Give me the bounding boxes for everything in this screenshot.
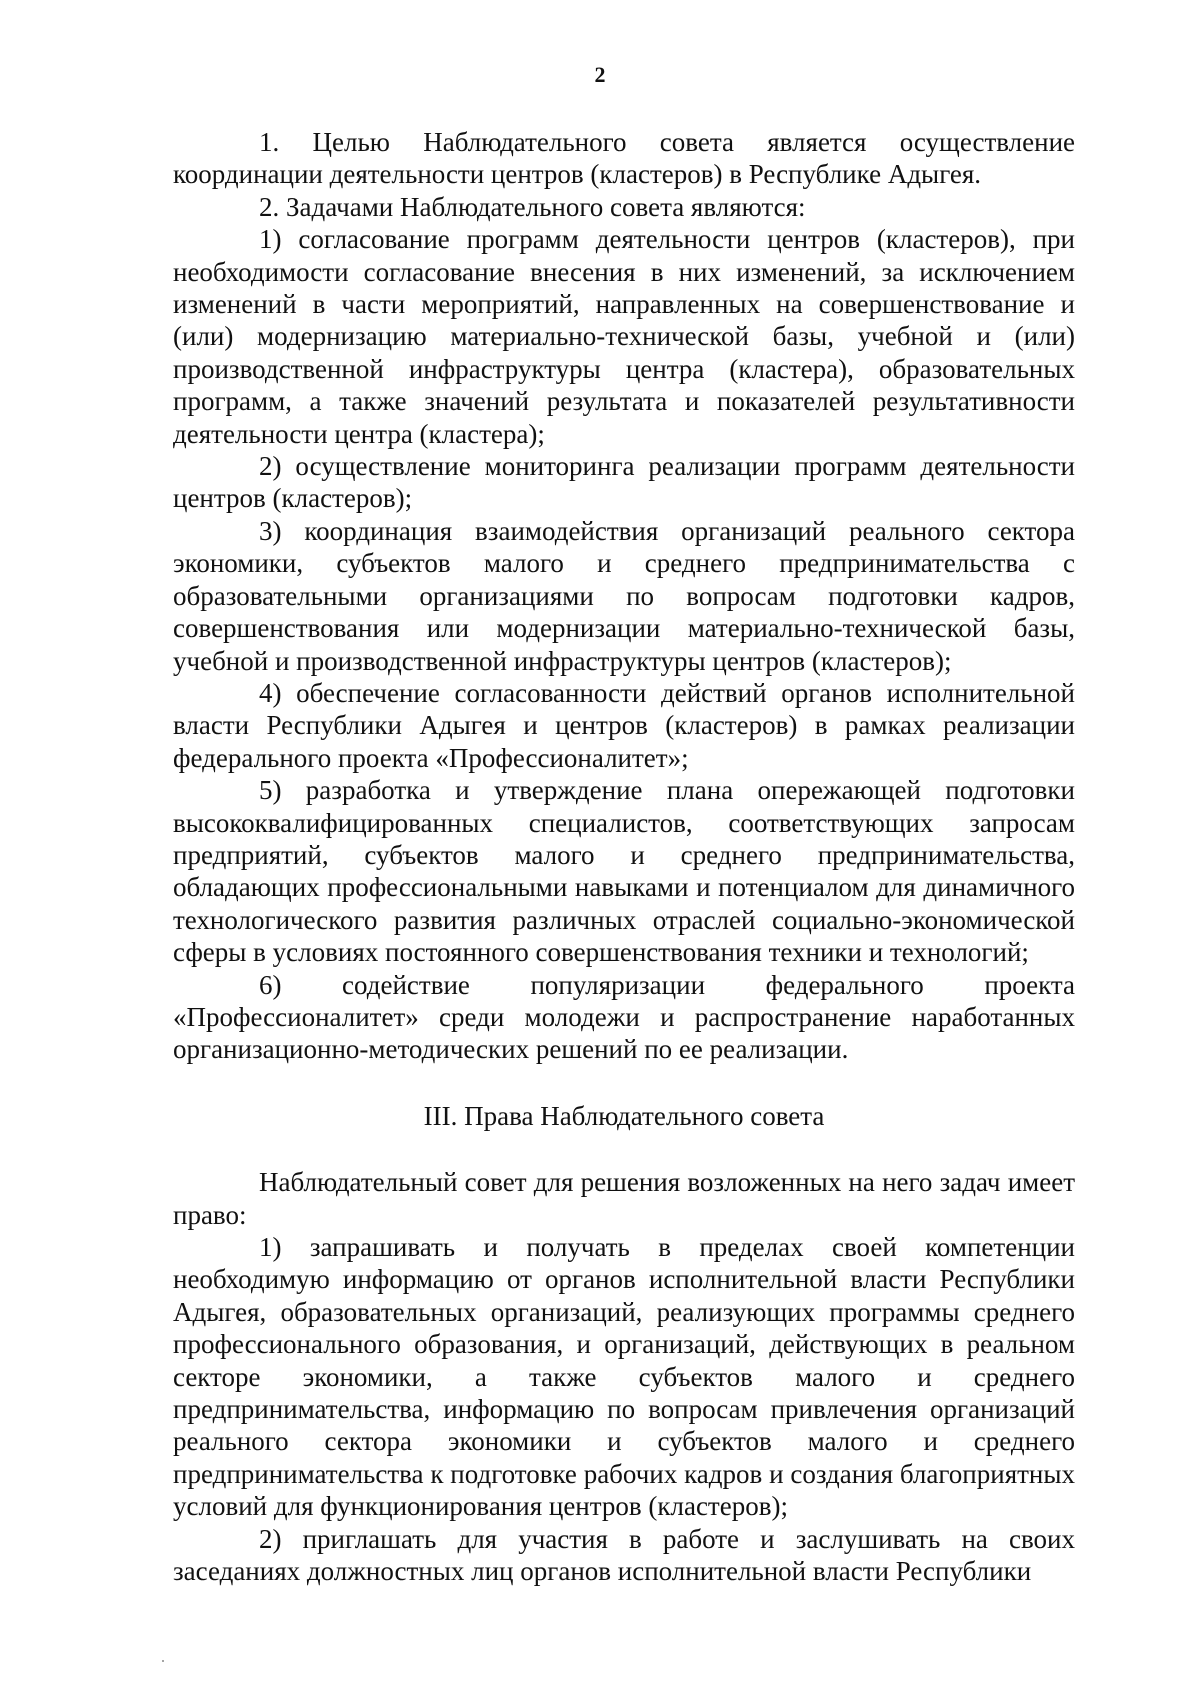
list-item: 2) приглашать для участия в работе и заслушивать на своих заседаниях должностных лиц органов исполнительной власти Республики bbox=[173, 1523, 1075, 1587]
spacer bbox=[173, 1066, 1075, 1100]
list-item: 3) координация взаимодействия организаций реального сектора экономики, субъектов малого и среднего предпринимательства с образовательными организациями по вопросам подготовки кадров, совершенствования или модернизации материально-технической базы, учебной и производственной инфраструктуры центров (кластеров); bbox=[173, 515, 1075, 676]
paragraph: Наблюдательный совет для решения возложенных на него задач имеет право: bbox=[173, 1167, 1075, 1230]
list-item: 2) осуществление мониторинга реализации программ деятельности центров (кластеров); bbox=[173, 451, 1075, 514]
list-item: 1) запрашивать и получать в пределах своей компетенции необходимую информацию от органов исполнительной власти Республики Адыгея, образовательных организаций, реализующих программы среднего профессионального образования, и организаций, действующих в реальном секторе экономики, а также субъектов малого и среднего предпринимательства, информацию по вопросам привлечения организаций реального сектора экономики и субъектов малого и среднего предпринимательства к подготовке рабочих кадров и создания благоприятных условий для функционирования центров (кластеров); bbox=[173, 1232, 1075, 1522]
list-item: 4) обеспечение согласованности действий органов исполнительной власти Республики Адыгея и центров (кластеров) в рамках реализации федерального проекта «Профессионалитет»; bbox=[173, 677, 1075, 773]
list-item: 1) согласование программ деятельности центров (кластеров), при необходимости согласование внесения в них изменений, за исключением изменений в части мероприятий, направленных на совершенствование и (или) модернизацию материально-технической базы, учебной и (или) производственной инфраструктуры центра (кластера), образовательных программ, а также значений результата и показателей результативности деятельности центра (кластера); bbox=[173, 224, 1075, 449]
list-item: 5) разработка и утверждение плана опережающей подготовки высококвалифицированных специалистов, соответствующих запросам предприятий, субъектов малого и среднего предпринимательства, обладающих профессиональными навыками и потенциалом для динамичного технологического развития различных отраслей социально-экономической сферы в условиях постоянного совершенствования техники и технологий; bbox=[173, 775, 1075, 968]
spacer bbox=[173, 1132, 1075, 1166]
document-body bbox=[173, 126, 1075, 1587]
paragraph: 1. Целью Наблюдательного совета является осуществление координации деятельности центров (кластеров) в Республике Адыгея. bbox=[173, 127, 1075, 190]
page-number: 2 bbox=[594, 62, 606, 87]
scan-artifact bbox=[162, 1660, 164, 1662]
section-heading: III. Права Наблюдательного совета bbox=[423, 1100, 825, 1131]
list-item: 6) содействие популяризации федерального проекта «Профессионалитет» среди молодежи и распространение наработанных организационно-методических решений по ее реализации. bbox=[173, 969, 1075, 1065]
paragraph: 2. Задачами Наблюдательного совета являются: bbox=[259, 191, 806, 222]
